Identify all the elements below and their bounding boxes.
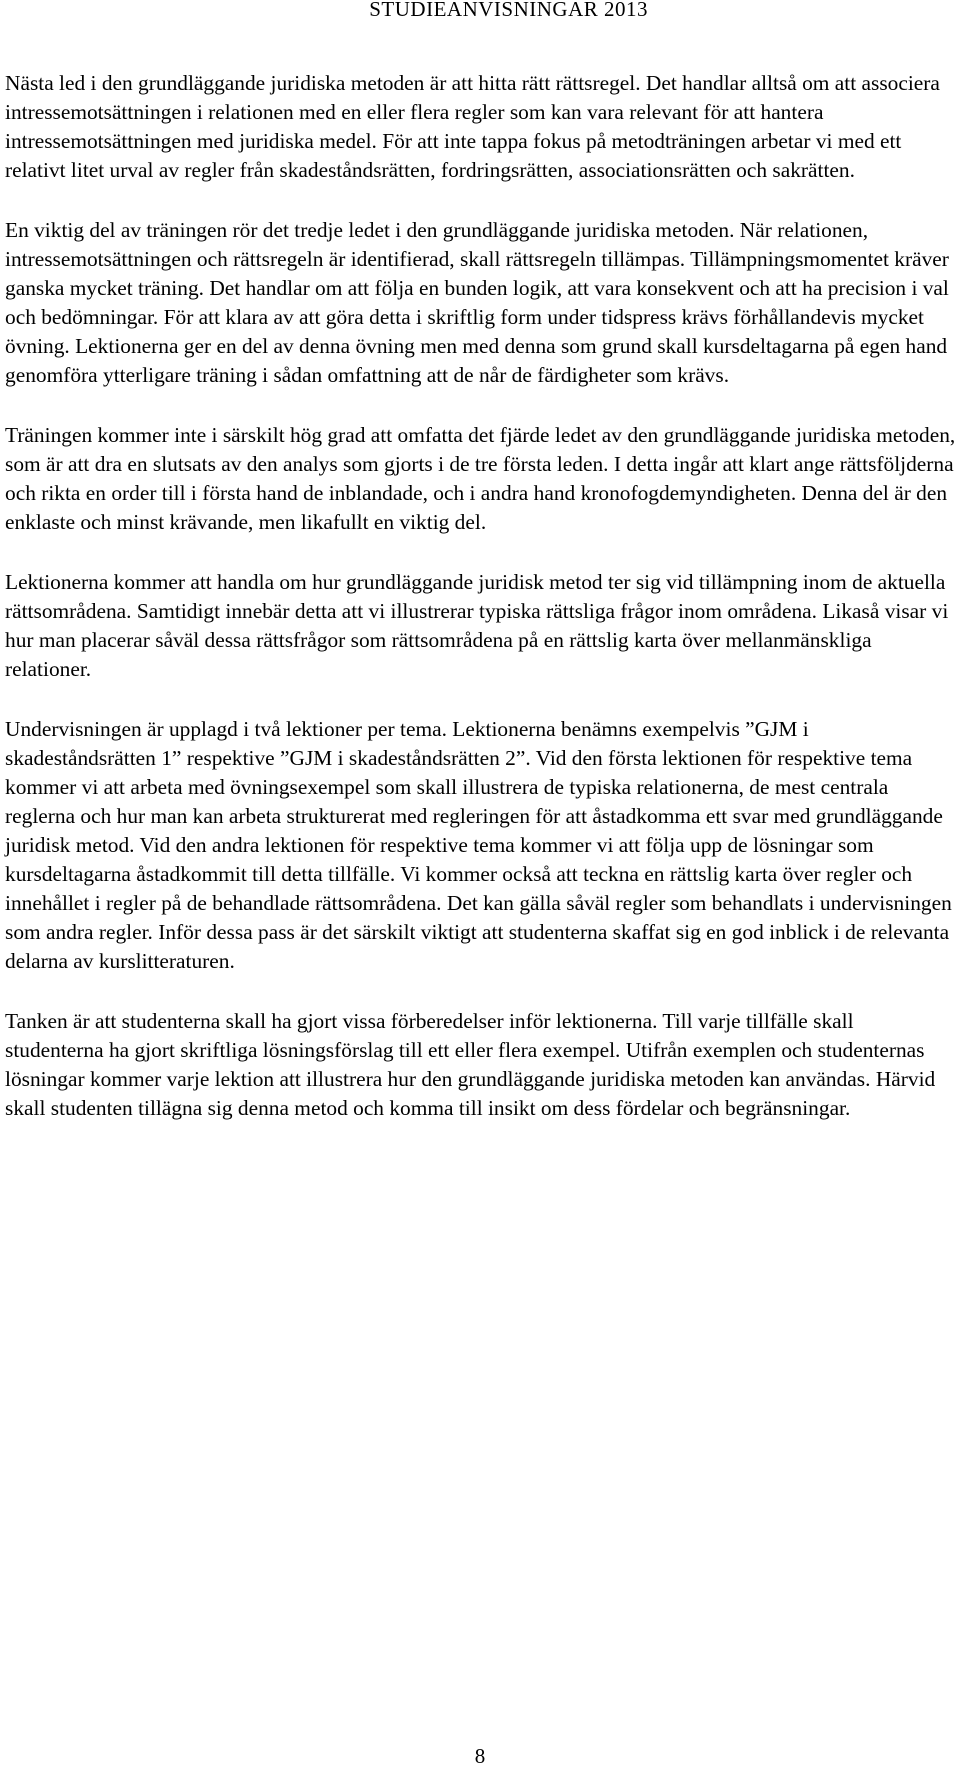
paragraph-conclusion: Träningen kommer inte i särskilt hög grad att omfatta det fjärde ledet av den grundläggande juridiska metoden, som är att dra en slutsats av den analys som gjorts i de tre första leden. I detta ingår att klart ange rättsföljderna och rikta en order till i första hand de inblandade, och i andra hand kronofogdemyndigheten. Denna del är den enklaste och minst krävande, men likafullt en viktig del. — [5, 423, 956, 534]
document-body — [5, 69, 957, 1154]
paragraph-application: En viktig del av träningen rör det tredje ledet i den grundläggande juridiska metoden. När relationen, intressemotsättningen och rättsregeln är identifierad, skall rättsregeln tillämpas. Tillämpningsmomentet kräver ganska mycket träning. Det handlar om att följa en bunden logik, att vara konsekvent och att ha precision i val och bedömningar. För att klara av att göra detta i skriftlig form under tidspress krävs förhållandevis mycket övning. Lektionerna ger en del av denna övning men med denna som grund skall kursdeltagarna på egen hand genomföra ytterligare träning i sådan omfattning att de når de färdigheter som krävs. — [5, 218, 949, 387]
page-number: 8 — [474, 1744, 486, 1768]
paragraph-teaching-structure: Undervisningen är upplagd i två lektioner per tema. Lektionerna benämns exempelvis ”GJM i skadeståndsrätten 1” respektive ”GJM i skadeståndsrätten 2”. Vid den första lektionen för respektive tema kommer vi att arbeta med övningsexempel som skall illustrera de typiska relationerna, de mest centrala reglerna och hur man kan arbeta strukturerat med regleringen för att åstadkomma ett svar med grundläggande juridisk metod. Vid den andra lektionen för respektive tema kommer vi att följa upp de lösningar som kursdeltagarna åstadkommit till detta tillfälle. Vi kommer också att teckna en rättslig karta över regler och innehållet i regler på de behandlade rättsområdena. Det kan gälla såväl regler som behandlats i undervisningen som andra regler. Inför dessa pass är det särskilt viktigt att studenterna skaffat sig en god inblick i de relevanta delarna av kurslitteraturen. — [5, 717, 952, 973]
paragraph-preparation: Tanken är att studenterna skall ha gjort vissa förberedelser inför lektionerna. Till varje tillfälle skall studenterna ha gjort skriftliga lösningsförslag till ett eller flera exempel. Utifrån exemplen och studenternas lösningar kommer varje lektion att illustrera hur den grundläggande juridiska metoden kan användas. Härvid skall studenten tillägna sig denna metod och komma till insikt om dess fördelar och begränsningar. — [5, 1009, 936, 1120]
paragraph-lessons: Lektionerna kommer att handla om hur grundläggande juridisk metod ter sig vid tillämpning inom de aktuella rättsområdena. Samtidigt innebär detta att vi illustrerar typiska rättsliga frågor inom områdena. Likaså visar vi hur man placerar såväl dessa rättsfrågor som rättsområdena på en rättslig karta över mellanmänskliga relationer. — [5, 570, 949, 681]
page-header: STUDIEANVISNINGAR 2013 — [369, 0, 648, 21]
paragraph-finding-rule: Nästa led i den grundläggande juridiska metoden är att hitta rätt rättsregel. Det handlar alltså om att associera intressemotsättningen i relationen med en eller flera regler som kan vara relevant för att hantera intressemotsättningen med juridiska medel. För att inte tappa fokus på metodträningen arbetar vi med ett relativt litet urval av regler från skadeståndsrätten, fordringsrätten, associationsrätten och sakrätten. — [5, 71, 940, 182]
